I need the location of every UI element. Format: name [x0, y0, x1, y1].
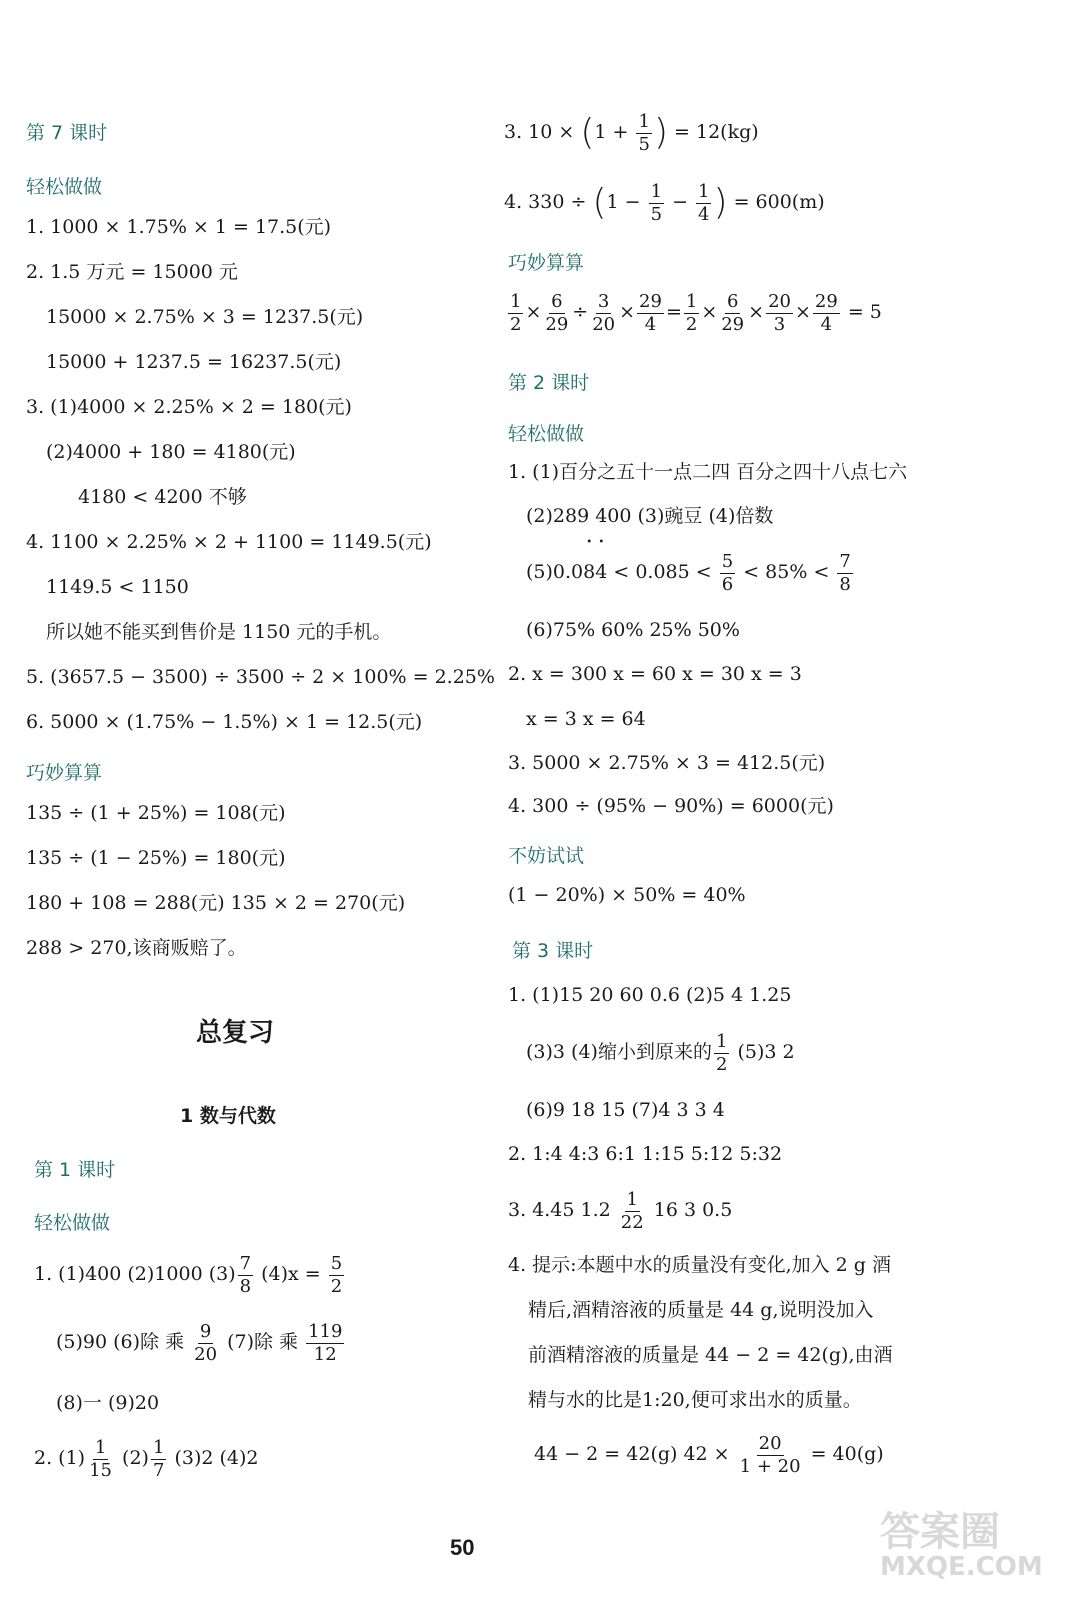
answer-line: 4180 < 4200 不够 — [78, 486, 247, 508]
answer-line: 2. 1:4 4:3 6:1 1:15 5:12 5:32 — [508, 1143, 783, 1165]
fraction: $\frac{29}{4}$ — [639, 290, 662, 335]
fraction: $\frac{7}{8}$ — [239, 1252, 252, 1297]
answer-line: 1149.5 < 1150 — [46, 576, 189, 598]
answer-line — [56, 1322, 346, 1364]
answer-text: 44 − 2 = 42(g) 42 × — [534, 1443, 736, 1465]
fraction: $\frac{5}{2}$ — [330, 1252, 343, 1297]
answer-text: (5)90 (6)除 乘 — [56, 1331, 191, 1353]
fraction: $\frac{1}{2}$ — [715, 1030, 728, 1075]
fraction: $\frac{29}{4}$ — [814, 290, 838, 335]
fraction: $\frac{1}{2}$ — [685, 290, 698, 335]
answer-line: 精与水的比是1:20,便可求出水的质量。 — [528, 1389, 862, 1411]
fraction: $\frac{9}{20}$ — [194, 1320, 218, 1365]
answer-line: 4. 300 ÷ (95% − 90%) = 6000(元) — [508, 795, 834, 817]
answer-line — [534, 1432, 884, 1476]
answer-line: 1. 1000 × 1.75% × 1 = 17.5(元) — [26, 216, 332, 238]
fraction: $\frac{20}{3}$ — [768, 290, 791, 335]
lesson2-heading: 第 2 课时 — [508, 372, 590, 394]
paren-right: ) — [713, 182, 728, 223]
clever-calc-heading: 巧妙算算 — [26, 762, 103, 784]
answer-text: = 12(kg) — [667, 121, 759, 143]
answer-text: = 600(m) — [727, 191, 825, 213]
answer-line: 15000 × 2.75% × 3 = 1237.5(元) — [46, 306, 364, 328]
fraction: $\frac{1}{5}$ — [650, 180, 663, 225]
fraction: $\frac{5}{6}$ — [721, 550, 734, 595]
answer-text: (3)3 (4)缩小到原来的 — [526, 1041, 712, 1063]
repeating-digit: • 4 — [595, 550, 607, 594]
fraction: $\frac{119}{12}$ — [308, 1320, 343, 1365]
answer-text: 3. 4.45 1.2 — [508, 1199, 617, 1221]
answer-text: = 5 — [841, 301, 882, 323]
answer-text: 1 + — [594, 121, 635, 143]
answer-text: (5)3 2 — [731, 1041, 795, 1063]
fraction: $\frac{6}{29}$ — [545, 290, 569, 335]
fraction: $\frac{6}{29}$ — [721, 290, 745, 335]
clever-calc-heading: 巧妙算算 — [508, 252, 585, 274]
answer-text: (5)0.0 — [526, 561, 584, 583]
fraction: $\frac{3}{20}$ — [592, 290, 616, 335]
answer-line: 6. 5000 × (1.75% − 1.5%) × 1 = 12.5(元) — [26, 711, 423, 733]
watermark-url: MXQE.COM — [880, 1552, 1043, 1582]
page-number: 50 — [450, 1535, 475, 1560]
answer-text: (7)除 乘 — [221, 1331, 305, 1353]
paren-left: ( — [580, 112, 595, 153]
answer-line: 1. (1)百分之五十一点二四 百分之四十八点七六 — [508, 461, 908, 483]
answer-text: 1 − — [606, 191, 647, 213]
answer-text: 3. 10 × — [504, 121, 581, 143]
section-heading: 1 数与代数 — [180, 1105, 276, 1127]
answer-line: 精后,酒精溶液的质量是 44 g,说明没加入 — [528, 1299, 874, 1321]
answer-line: 2. x = 300 x = 60 x = 30 x = 3 — [508, 663, 802, 685]
lesson3-heading: 第 3 课时 — [512, 940, 594, 962]
answer-text: < 85% < — [737, 561, 836, 583]
answer-line: 4. 1100 × 2.25% × 2 + 1100 = 1149.5(元) — [26, 531, 432, 553]
review-title: 总复习 — [196, 1018, 275, 1048]
try-it-heading: 不妨试试 — [508, 845, 585, 867]
answer-line: 135 ÷ (1 + 25%) = 108(元) — [26, 802, 286, 824]
answer-line: (2)289 400 (3)豌豆 (4)倍数 — [526, 505, 774, 527]
answer-line: 15000 + 1237.5 = 16237.5(元) — [46, 351, 342, 373]
answer-line: 180 + 108 = 288(元) 135 × 2 = 270(元) — [26, 892, 406, 914]
answer-text: (2) — [116, 1447, 149, 1469]
answer-line: 所以她不能买到售价是 1150 元的手机。 — [46, 621, 392, 643]
fraction: $\frac{1}{4}$ — [698, 180, 710, 225]
answer-line: 5. (3657.5 − 3500) ÷ 3500 ÷ 2 × 100% = 2.25% — [26, 666, 495, 688]
answer-line: 3. 5000 × 2.75% × 3 = 412.5(元) — [508, 752, 826, 774]
answer-text: (3)2 (4)2 — [168, 1447, 259, 1469]
answer-line: 1. (1)15 20 60 0.6 (2)5 4 1.25 — [508, 984, 792, 1006]
fraction: $\frac{1}{5}$ — [638, 110, 650, 155]
answer-text: − — [666, 191, 695, 213]
answer-text: 1. (1)400 (2)1000 (3) — [34, 1263, 236, 1285]
answer-line: 288 > 270,该商贩赔了。 — [26, 937, 247, 959]
answer-line: (1 − 20%) × 50% = 40% — [508, 884, 746, 906]
answer-line: x = 3 x = 64 — [526, 708, 646, 730]
answer-line: 3. (1)4000 × 2.25% × 2 = 180(元) — [26, 396, 352, 418]
fraction: $\frac{1}{7}$ — [152, 1436, 165, 1481]
answer-text: = 40(g) — [804, 1443, 884, 1465]
clever-equation: $\frac{1}{2}$ × $\frac{6}{29}$ ÷ $\frac{3}{20}$ × $\frac{29}{4}$ = $\frac{1}{2}$ × $\frac{6}{29}$ × $\frac{20}{3}$ × $\frac{29}{4}$ = 5 — [510, 290, 882, 335]
answer-line: 前酒精溶液的质量是 44 − 2 = 42(g),由酒 — [528, 1344, 893, 1366]
answer-line: (6)9 18 15 (7)4 3 3 4 — [526, 1099, 725, 1121]
answer-line — [34, 1438, 259, 1480]
answer-text: < 0.085 < — [607, 561, 718, 583]
answer-line — [34, 1254, 346, 1296]
easy-practice-heading: 轻松做做 — [34, 1212, 111, 1234]
fraction: $\frac{1}{2}$ — [510, 290, 522, 335]
answer-line: (6)75% 60% 25% 50% — [526, 619, 740, 641]
answer-text: 16 3 0.5 — [647, 1199, 733, 1221]
easy-practice-heading: 轻松做做 — [508, 423, 585, 445]
lesson7-heading: 第 7 课时 — [26, 122, 108, 144]
repeating-digit: • 8 — [583, 550, 595, 594]
answer-line: (8)一 (9)20 — [56, 1392, 160, 1414]
watermark-logo: 答案圈 — [880, 1509, 1000, 1555]
answer-text: (4)x = — [255, 1263, 327, 1285]
paren-right: ) — [653, 112, 668, 153]
answer-line — [508, 1188, 732, 1232]
answer-line: 4. 提示:本题中水的质量没有变化,加入 2 g 酒 — [508, 1254, 891, 1276]
fraction: $\frac{20}{1 + 20}$ — [739, 1432, 801, 1477]
answer-line — [526, 550, 855, 594]
paren-left: ( — [592, 182, 607, 223]
easy-practice-heading: 轻松做做 — [26, 176, 103, 198]
answer-line — [504, 180, 825, 225]
answer-line: (2)4000 + 180 = 4180(元) — [46, 441, 296, 463]
answer-line: 135 ÷ (1 − 25%) = 180(元) — [26, 847, 286, 869]
answer-line — [526, 1030, 795, 1074]
answer-line: 2. 1.5 万元 = 15000 元 — [26, 261, 238, 283]
fraction: $\frac{1}{22}$ — [620, 1188, 644, 1233]
answer-text: 4. 330 ÷ — [504, 191, 593, 213]
lesson1-heading: 第 1 课时 — [34, 1159, 116, 1181]
answer-line — [504, 110, 759, 155]
fraction: $\frac{1}{15}$ — [89, 1436, 112, 1481]
fraction: $\frac{7}{8}$ — [839, 550, 851, 595]
answer-text: 2. (1) — [34, 1447, 86, 1469]
